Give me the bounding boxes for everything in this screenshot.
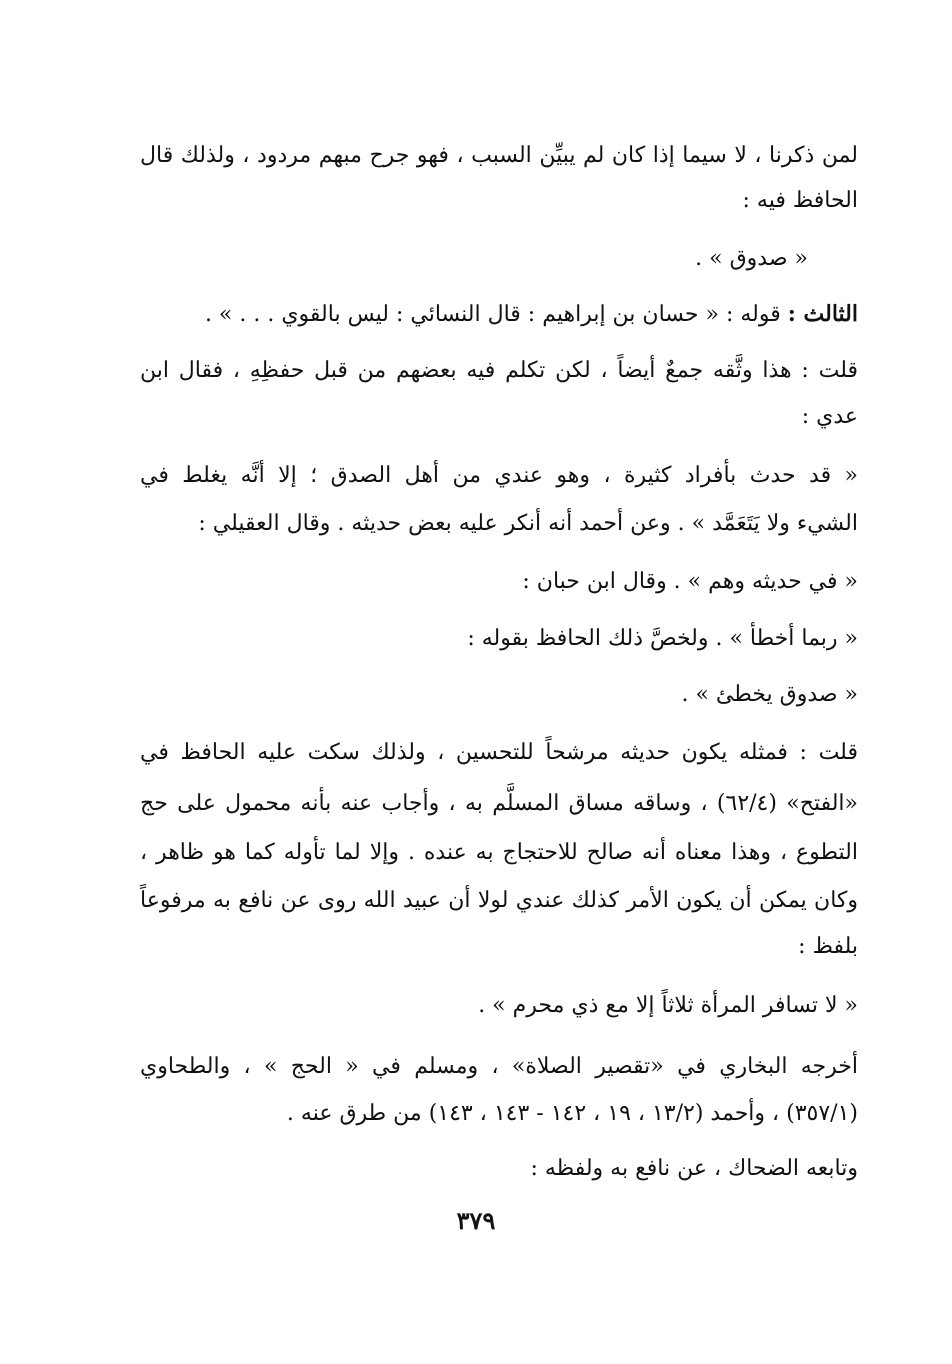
text-line-5: قلت : هذا وثَّقه جمعٌ أيضاً ، لكن تكلم فيه بعضهم من قبل حفظِهِ ، فقال ابن: [140, 358, 858, 383]
text-line-18: أخرجه البخاري في «تقصير الصلاة» ، ومسلم في « الحج » ، والطحاوي: [140, 1054, 858, 1079]
text-line-6: عدي :: [801, 404, 858, 429]
quote-line-3: « ربما أخطأ » . ولخصَّ ذلك الحافظ بقوله :: [467, 626, 858, 651]
text-line-13: «الفتح» (٦٢/٤) ، وساقه مساق المسلَّم به ، وأجاب عنه بأنه محمول على حج: [140, 791, 858, 816]
text-line-1: لمن ذكرنا ، لا سيما إذا كان لم يبيِّن السبب ، فهو جرح مبهم مردود ، ولذلك قال: [140, 143, 858, 168]
text-line-20: وتابعه الضحاك ، عن نافع به ولفظه :: [530, 1156, 858, 1181]
section-label: الثالث :: [787, 301, 858, 327]
text-line-16: بلفظ :: [798, 934, 858, 959]
text-line-14: التطوع ، وهذا معناه أنه صالح للاحتجاج به عنده . وإلا لما تأوله كما هو ظاهر ،: [140, 840, 858, 865]
quote-line-5: « لا تسافر المرأة ثلاثاً إلا مع ذي محرم » .: [478, 993, 858, 1018]
quote-line-1: « صدوق » .: [695, 246, 808, 271]
text-line-12: قلت : فمثله يكون حديثه مرشحاً للتحسين ، ولذلك سكت عليه الحافظ في: [140, 740, 858, 765]
page-number: ٣٧٩: [456, 1206, 496, 1235]
text-line-2: الحافظ فيه :: [742, 188, 858, 213]
quote-line-4: « صدوق يخطئ » .: [681, 682, 858, 707]
text-line-19: (٣٥٧/١) ، وأحمد (١٣/٢ ، ١٩ ، ١٤٢ - ١٤٣ ، ١٤٣) من طرق عنه .: [286, 1101, 858, 1126]
text-line-15: وكان يمكن أن يكون الأمر كذلك عندي لولا أن عبيد الله روى عن نافع به مرفوعاً: [140, 888, 858, 913]
text-line-4: [140, 297, 858, 331]
text-line-4-body: قوله : « حسان بن إبراهيم : قال النسائي : ليس بالقوي . . . » .: [204, 302, 781, 327]
quote-line-2: « في حديثه وهم » . وقال ابن حبان :: [522, 569, 858, 594]
text-line-7: « قد حدث بأفراد كثيرة ، وهو عندي من أهل الصدق ؛ إلا أنَّه يغلط في: [140, 463, 858, 488]
text-line-8: الشيء ولا يَتَعَمَّد » . وعن أحمد أنه أنكر عليه بعض حديثه . وقال العقيلي :: [198, 511, 858, 536]
